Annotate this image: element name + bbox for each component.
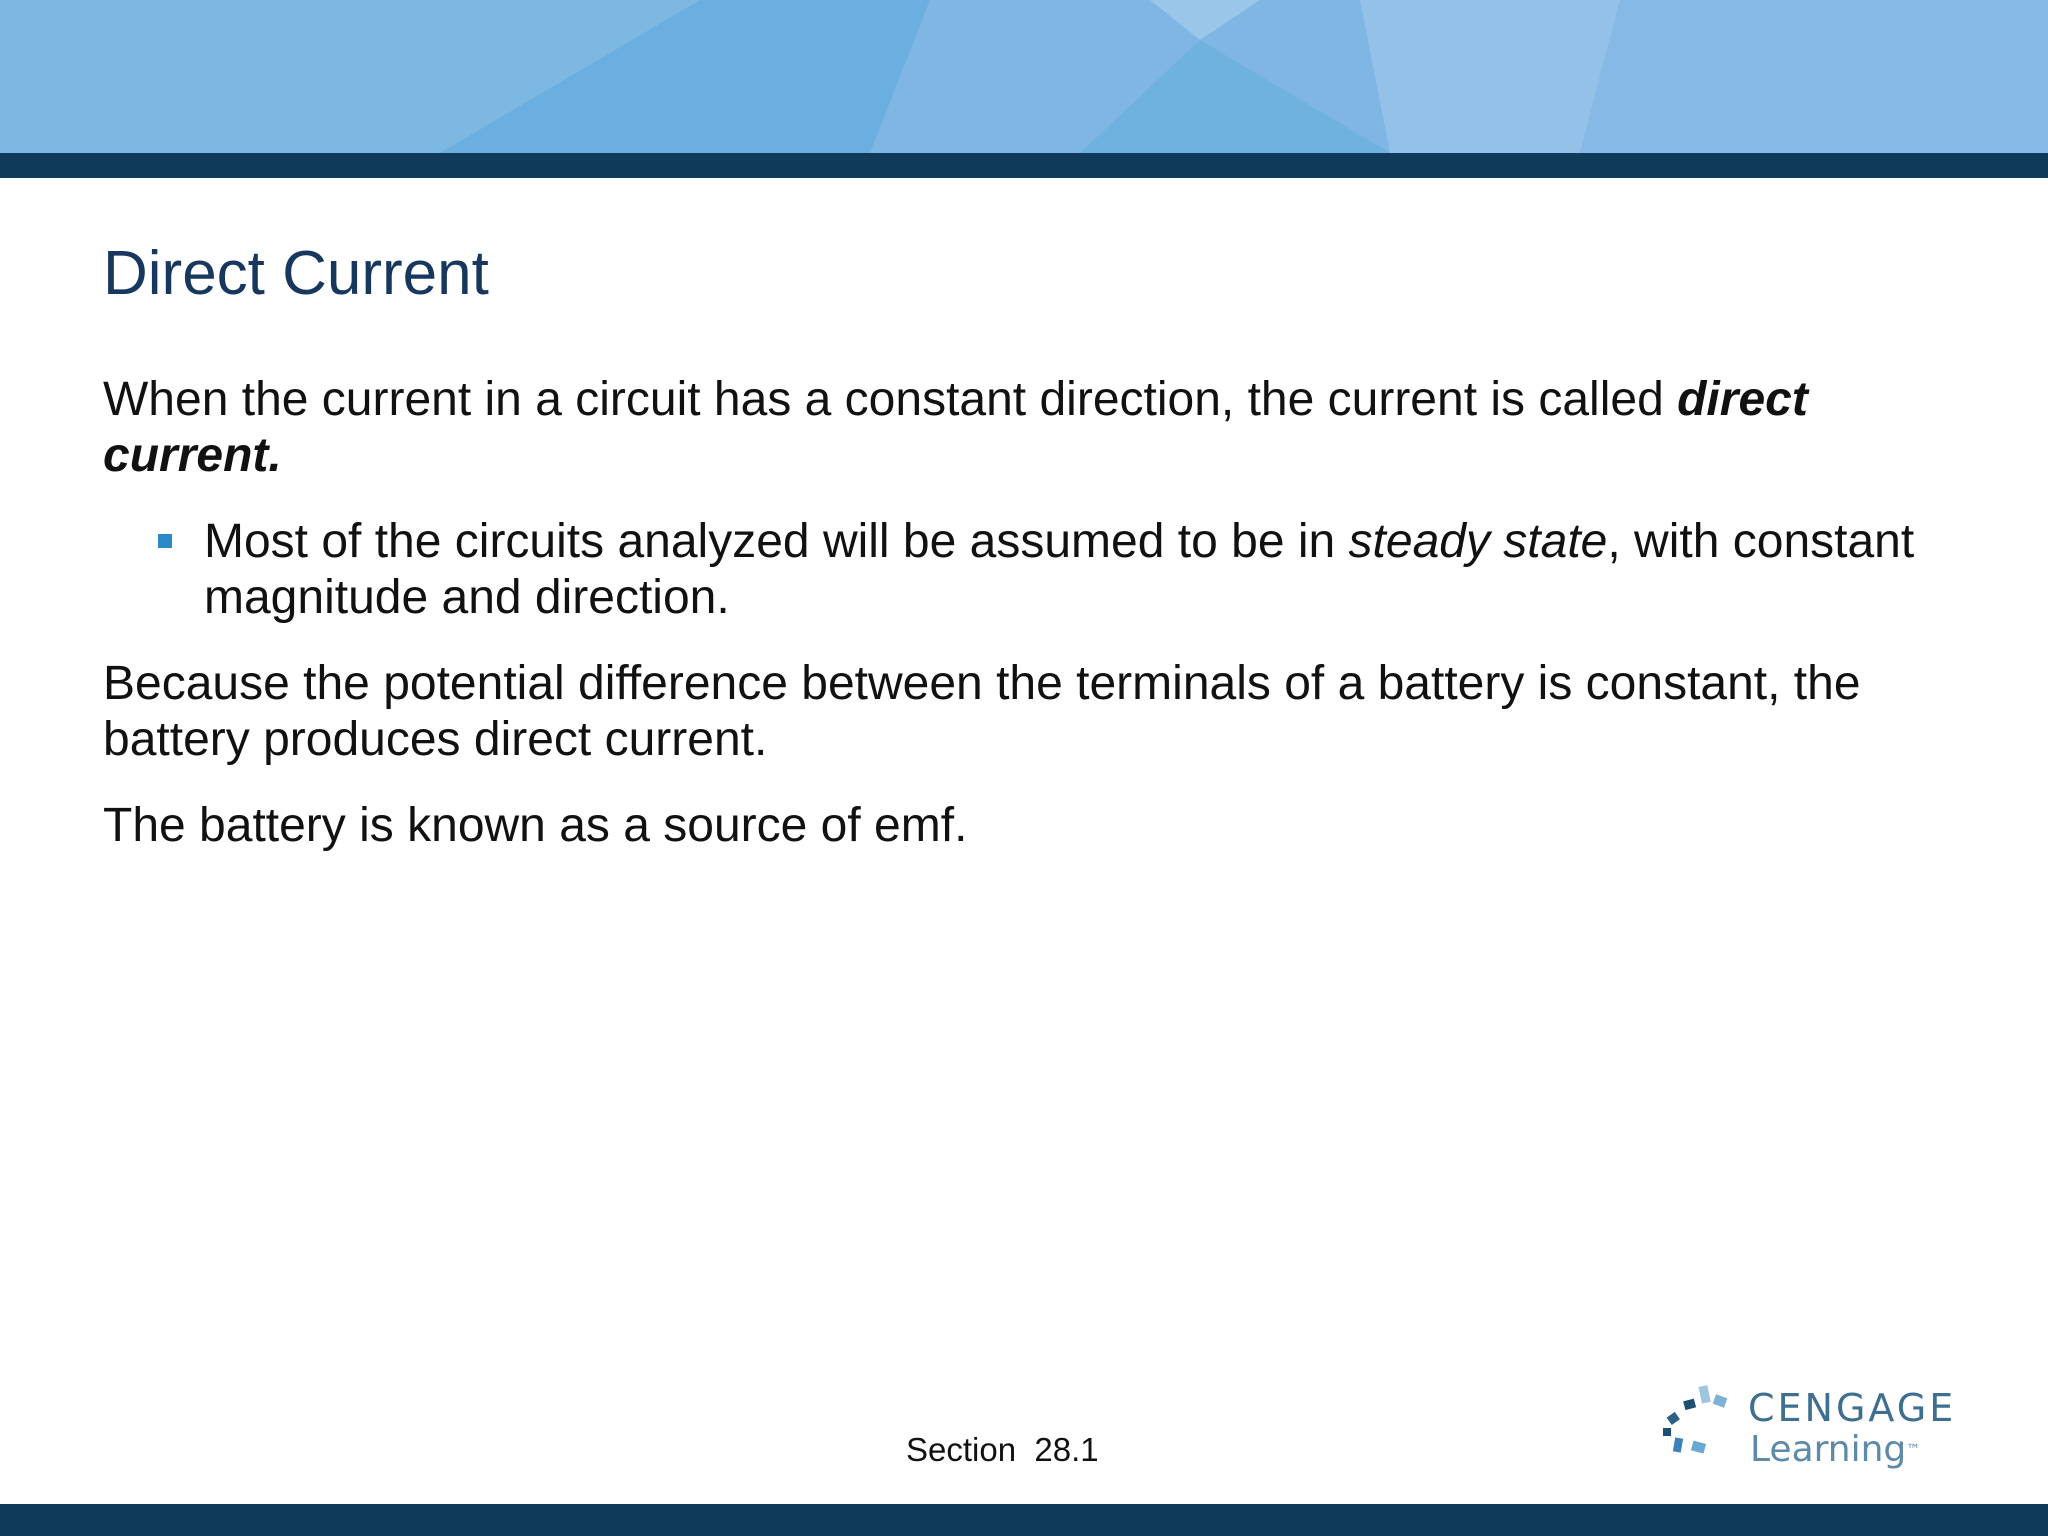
trademark-symbol: ™ <box>1906 1442 1921 1458</box>
paragraph-direct-current <box>103 372 1953 484</box>
logo-learning-text: Learning <box>1750 1429 1907 1470</box>
logo-wordmark-cengage: CENGAGE <box>1748 1386 1957 1430</box>
term-steady-state: steady state <box>1348 515 1608 568</box>
logo-wordmark-learning <box>1750 1428 1920 1472</box>
header-banner <box>0 0 2048 153</box>
cengage-learning-logo <box>1660 1378 1957 1474</box>
section-label: Section 28.1 <box>906 1431 1099 1468</box>
term-direct-current: direct current. <box>103 373 1808 482</box>
paragraph-emf: The battery is known as a source of emf. <box>103 799 968 852</box>
header-decorative-pattern <box>0 0 2048 153</box>
square-bullet-icon <box>158 534 172 548</box>
bullet-text-end: , with constant magnitude and direction. <box>204 515 1915 624</box>
slide-title: Direct Current <box>103 239 489 308</box>
slide-body <box>103 372 1953 884</box>
paragraph-text: When the current in a circuit has a constant direction, the current is called <box>103 373 1678 426</box>
paragraph-battery: Because the potential difference between the terminals of a battery is constant, the battery produces direct current. <box>103 657 1861 766</box>
header-rule <box>0 153 2048 178</box>
bullet-steady-state <box>103 514 1953 626</box>
footer-band <box>0 1504 2048 1536</box>
bullet-text-start: Most of the circuits analyzed will be assumed to be in <box>204 515 1349 568</box>
cengage-logo-icon <box>1660 1384 1740 1464</box>
